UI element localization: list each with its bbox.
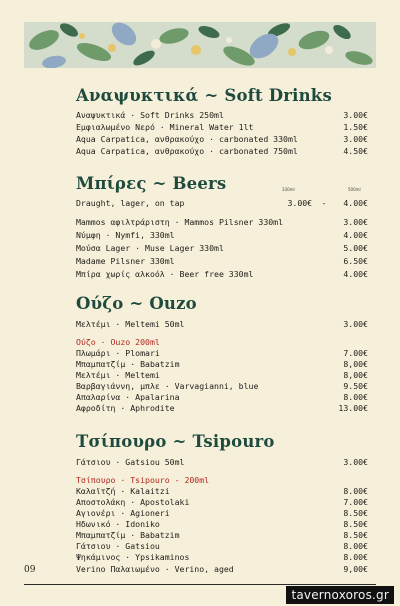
subheading-ouzo-200ml: Ούζο · Ouzo 200ml [76,337,160,347]
item-name: Μπίρα χωρίς αλκοόλ · Beer free 330ml [76,269,254,279]
item-price: 7.00€ [343,497,368,507]
footer-divider [24,584,376,585]
list-item [76,457,368,468]
price-330ml: 3.00€ [287,198,313,208]
item-name: Μπαμπατζίμ · Babatzim [76,530,180,540]
item-name: Madame Pilsner 330ml [76,256,175,266]
item-name: Ηδωνικό · Idoniko [76,519,160,529]
page-number: 09 [24,565,36,575]
item-price: 13.00€ [338,403,368,413]
item-name: Ψηκάμινος · Ypsikaminos [76,552,190,562]
item-name: Αφροδίτη · Aphrodite [76,403,175,413]
item-price: 9,00€ [343,564,368,574]
section-title-ouzo: Ούζο ~ Ouzo [76,294,197,313]
section-title-soft-drinks: Αναψυκτικά ~ Soft Drinks [76,86,332,105]
list-item [76,134,368,145]
draught-prices [287,198,368,209]
item-name: Απαλαρίνα · Apalarina [76,392,180,402]
item-price: 5.00€ [343,243,368,253]
item-price: 4.00€ [343,230,368,240]
list-item [76,392,368,403]
item-name: Μελτέμι · Meltemi 50ml [76,319,185,329]
item-price: 4.50€ [343,146,368,156]
list-item [76,348,368,359]
list-item [76,269,368,280]
item-name: Αποστολάκη · Apostolaki [76,497,190,507]
list-item [76,497,368,508]
item-name: Νύμφη · Nymfi, 330ml [76,230,175,240]
item-name: Βαρβαγιάννη, μπλε · Varvagianni, blue [76,381,259,391]
item-price: 9.50€ [343,381,368,391]
item-name: Καλαϊτζή · Kalaitzi [76,486,170,496]
item-price: 8,00€ [343,359,368,369]
list-item [76,508,368,519]
list-item [76,541,368,552]
item-price: 3.00€ [343,319,368,329]
list-item [76,552,368,563]
list-item [76,486,368,497]
floral-pattern-icon [24,22,376,68]
item-price: 3.00€ [343,457,368,467]
list-item [76,230,368,241]
price-separator: - [321,198,327,208]
item-name: Πλωμάρι · Plomari [76,348,160,358]
list-item [76,319,368,330]
item-price: 8.50€ [343,530,368,540]
column-header-500ml: 500ml [348,187,361,192]
watermark: tavernoxoros.gr [286,586,394,604]
list-item [76,403,368,414]
subheading-tsipouro-200ml: Τσίπουρο · Tsipouro - 200ml [76,475,210,485]
list-item [76,110,368,121]
item-name: Aqua Carpatica, ανθρακούχο · carbonated 330ml [76,134,298,144]
list-item [76,243,368,254]
section-title-tsipouro: Τσίπουρο ~ Tsipouro [76,432,275,451]
item-price: 8.50€ [343,519,368,529]
item-price: 8.50€ [343,508,368,518]
list-item [76,564,368,575]
list-item [76,370,368,381]
item-price: 8.00€ [343,486,368,496]
item-price: 3.00€ [343,217,368,227]
item-price: 8,00€ [343,370,368,380]
draught-row [76,198,368,209]
item-price: 8.00€ [343,392,368,402]
item-price: 8.00€ [343,552,368,562]
list-item [76,146,368,157]
item-price: 3.00€ [343,134,368,144]
item-price: 6.50€ [343,256,368,266]
item-name: Verino Παλαιωμένο · Verino, aged [76,564,234,574]
item-price: 3.00€ [343,110,368,120]
price-500ml: 4.00€ [343,198,368,208]
item-price: 8.00€ [343,541,368,551]
item-name: Μελτέμι · Meltemi [76,370,160,380]
decorative-banner [24,22,376,68]
list-item [76,530,368,541]
list-item [76,122,368,133]
item-price: 1.50€ [343,122,368,132]
item-name: Μούσα Lager · Muse Lager 330ml [76,243,224,253]
item-name: Mammos αφιλτράριστη · Mammos Pilsner 330ml [76,217,284,227]
list-item [76,381,368,392]
item-name: Αγιονέρι · Agioneri [76,508,170,518]
list-item [76,519,368,530]
item-price: 4.00€ [343,269,368,279]
item-name: Aqua Carpatica, ανθρακούχο · carbonated 750ml [76,146,298,156]
list-item [76,217,368,228]
item-price: 7.00€ [343,348,368,358]
section-title-beers: Μπίρες ~ Beers [76,174,227,193]
item-name: Γάτσιου · Gatsiou 50ml [76,457,185,467]
item-name: Draught, lager, on tap [76,198,185,208]
item-name: Αναψυκτικά · Soft Drinks 250ml [76,110,224,120]
list-item [76,359,368,370]
item-name: Εμφιαλωμένο Νερό · Mineral Water 1lt [76,122,254,132]
item-name: Μπαμπατζίμ · Babatzim [76,359,180,369]
list-item [76,256,368,267]
item-name: Γάτσιου · Gatsiou [76,541,160,551]
column-header-330ml: 330ml [282,187,295,192]
